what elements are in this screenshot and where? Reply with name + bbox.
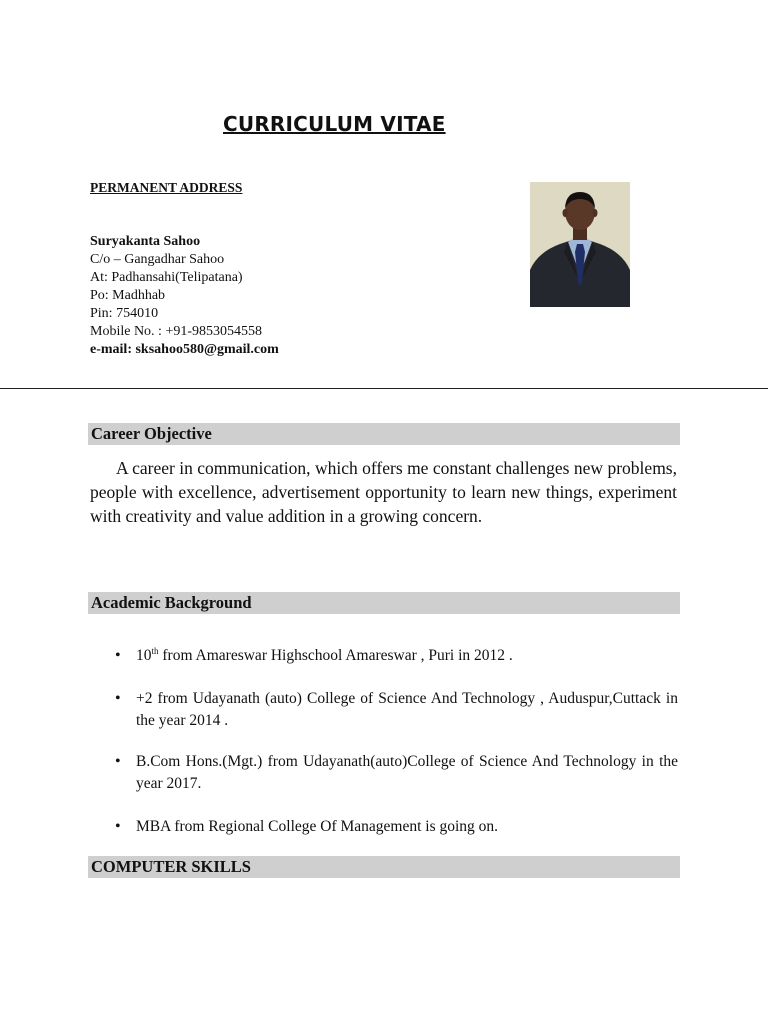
address-pin: Pin: 754010 <box>90 306 159 321</box>
list-item <box>115 688 678 731</box>
career-objective-text: A career in communication, which offers me constant challenges new problems, people with excellence, advertisement opportunity to learn new things, experiment with creativity and value addition in a growing concern. <box>90 458 677 526</box>
document-title: CURRICULUM VITAE <box>223 112 446 136</box>
list-item <box>115 816 678 838</box>
bullet-icon: • <box>115 818 121 835</box>
divider <box>0 388 768 389</box>
list-item-text: MBA from Regional College Of Management is going on. <box>136 818 499 835</box>
list-item-text: from Amareswar Highschool Amareswar , Puri in 2012 . <box>158 647 513 664</box>
address-heading: PERMANENT ADDRESS <box>90 180 243 195</box>
address-at: At: Padhansahi(Telipatana) <box>90 270 243 285</box>
career-objective-heading: Career Objective <box>88 423 680 445</box>
list-item <box>115 751 678 794</box>
bullet-icon: • <box>115 647 121 664</box>
list-item-prefix: 10 <box>136 647 152 664</box>
list-item-superscript: th <box>151 645 159 656</box>
address-po: Po: Madhhab <box>90 288 166 303</box>
list-item-text: B.Com Hons.(Mgt.) from Udayanath(auto)College of Science And Technology in the year 2017. <box>136 753 678 792</box>
mobile-number: Mobile No. : +91-9853054558 <box>90 324 262 339</box>
academic-background-heading: Academic Background <box>88 592 680 614</box>
list-item <box>115 645 678 667</box>
bullet-icon: • <box>115 690 121 707</box>
list-item-text: +2 from Udayanath (auto) College of Science And Technology , Auduspur,Cuttack in the year 2014 . <box>136 690 678 729</box>
address-block <box>90 233 279 359</box>
care-of: C/o – Gangadhar Sahoo <box>90 252 225 267</box>
computer-skills-heading: COMPUTER SKILLS <box>88 856 680 878</box>
name: Suryakanta Sahoo <box>90 234 201 249</box>
email: e-mail: sksahoo580@gmail.com <box>90 342 279 357</box>
bullet-icon: • <box>115 753 121 770</box>
profile-photo <box>530 182 630 307</box>
